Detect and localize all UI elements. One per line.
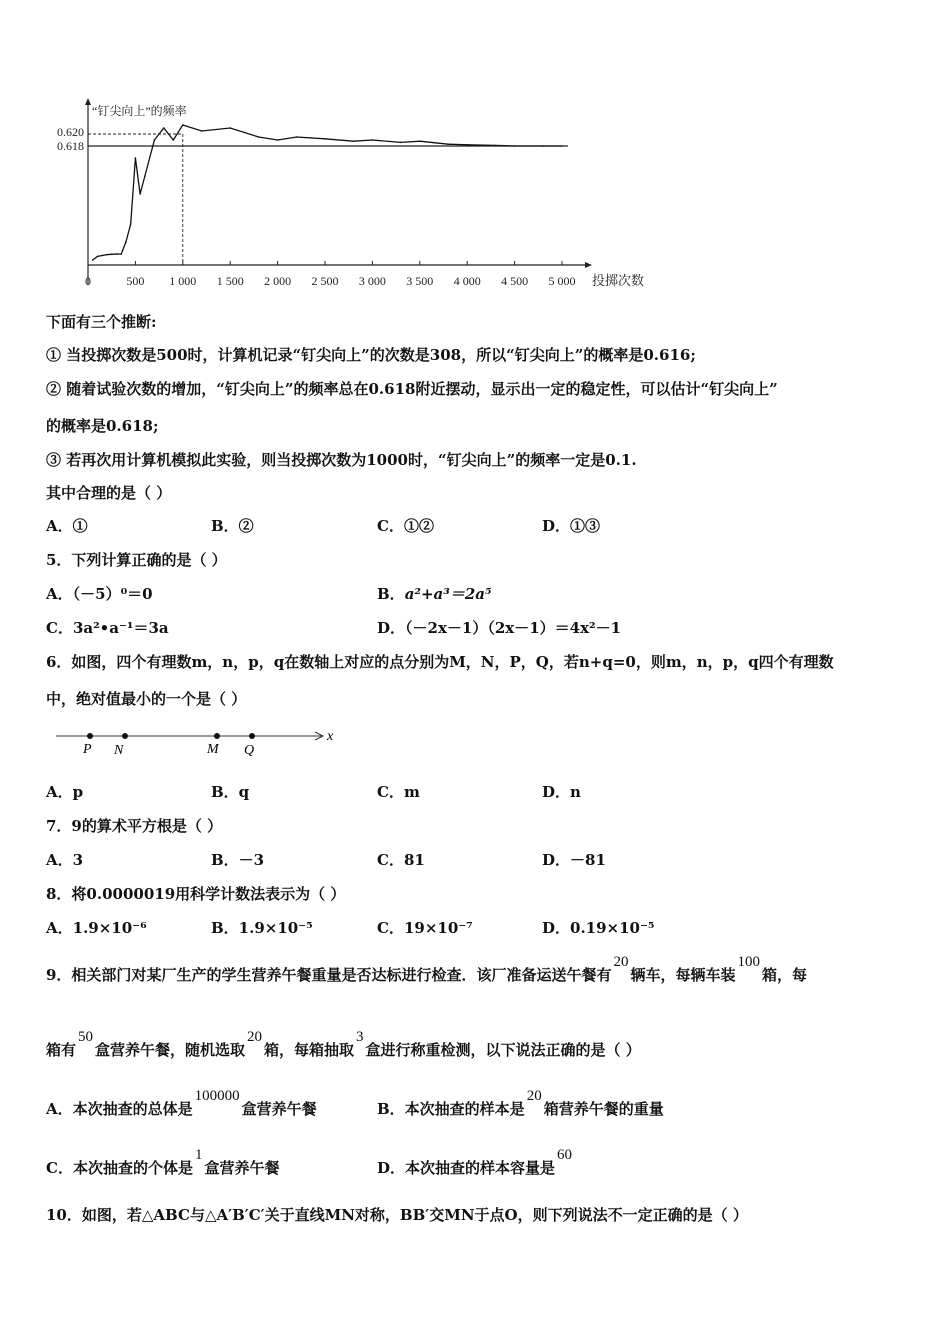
q5-option-d-expr: （－2x－1）（2x－1）＝4x²－1 <box>405 619 622 637</box>
q7-option-a[interactable]: A．3 <box>46 851 84 869</box>
frequency-point <box>296 136 298 138</box>
frequency-point <box>419 140 421 142</box>
x-tick-label: 3 500 <box>406 274 434 288</box>
q9-a-text-2: 盒营养午餐 <box>241 1100 317 1118</box>
q9-c-text-1: C．本次抽查的个体是 <box>46 1159 193 1177</box>
q4-ask: 其中合理的是（ ） <box>46 484 172 502</box>
q9-c-num: 1 <box>194 1147 203 1163</box>
q5-option-d-label: D． <box>377 619 406 637</box>
frequency-point <box>97 256 99 258</box>
q5-option-c-label: C． <box>46 619 73 637</box>
frequency-point <box>120 253 122 255</box>
point-q <box>249 733 255 739</box>
q9-text-3: 箱，每 <box>761 966 807 984</box>
label-m: M <box>207 742 219 757</box>
frequency-point <box>514 145 516 147</box>
q9-num-100: 100 <box>737 954 760 970</box>
frequency-series-line <box>93 125 562 260</box>
q9-num-20b: 20 <box>247 1029 263 1045</box>
q5-option-b[interactable] <box>377 584 492 604</box>
q9-option-c[interactable] <box>46 1147 280 1179</box>
q6-option-c[interactable]: C．m <box>377 783 420 801</box>
q5-option-b-expr: a²+a³＝2a⁵ <box>404 585 492 603</box>
y-axis-arrow <box>85 98 91 105</box>
q5-option-c-expr: 3a²•a⁻¹＝3a <box>72 619 169 637</box>
frequency-point <box>258 136 260 138</box>
x-tick-label: 500 <box>126 274 145 288</box>
frequency-point <box>101 255 103 257</box>
frequency-point <box>201 130 203 132</box>
x-tick-label: 4 000 <box>453 274 481 288</box>
x-tick-label: 2 000 <box>264 274 292 288</box>
q4-statement-3: ③ 若再次用计算机模拟此实验，则当投掷次数为1000时，“钉尖向上”的频率一定是0.1. <box>46 451 637 469</box>
label-q: Q <box>244 743 255 758</box>
frequency-point <box>154 139 156 141</box>
frequency-point <box>277 139 279 141</box>
frequency-point <box>229 127 231 129</box>
chart-ylabel: “钉尖向上”的频率 <box>92 104 187 118</box>
q5-stem: 5．下列计算正确的是（ ） <box>46 551 227 569</box>
frequency-point <box>447 143 449 145</box>
q6-option-d[interactable]: D．n <box>542 783 581 801</box>
point-p <box>87 733 93 739</box>
label-x: x <box>327 729 334 744</box>
q6-stem-line1: 6．如图，四个有理数m，n，p，q在数轴上对应的点分别为M，N，P，Q，若n+q=0，则m，n，p，q四个有理数 <box>46 653 834 671</box>
q6-option-a[interactable]: A．p <box>46 783 84 801</box>
q9-text-5: 盒营养午餐，随机选取 <box>95 1041 246 1059</box>
frequency-point <box>466 144 468 146</box>
q4-option-c[interactable]: C．①② <box>377 517 434 535</box>
frequency-point <box>561 145 563 147</box>
q9-stem-line2 <box>46 1029 641 1061</box>
frequency-point <box>400 142 402 144</box>
number-line <box>50 722 350 762</box>
x-tick-label: 1 000 <box>169 274 197 288</box>
q9-num-50: 50 <box>78 1029 94 1045</box>
frequency-point <box>139 193 141 195</box>
q9-option-d[interactable] <box>377 1147 574 1179</box>
frequency-point <box>144 175 146 177</box>
q9-a-num: 100000 <box>194 1088 240 1104</box>
q9-option-a[interactable] <box>46 1088 317 1120</box>
q9-option-b[interactable] <box>377 1088 664 1120</box>
q8-stem: 8．将0.0000019用科学计数法表示为（ ） <box>46 885 346 903</box>
frequency-point <box>125 241 127 243</box>
q4-option-b[interactable]: B．② <box>211 517 254 535</box>
q8-option-a[interactable]: A．1.9×10⁻⁶ <box>46 919 147 937</box>
q9-a-text-1: A．本次抽查的总体是 <box>46 1100 193 1118</box>
frequency-point <box>111 254 113 256</box>
q8-option-d[interactable]: D．0.19×10⁻⁵ <box>542 919 655 937</box>
x-tick-label: 4 500 <box>501 274 529 288</box>
q6-option-b[interactable]: B．q <box>211 783 250 801</box>
q4-statement-1: ① 当投掷次数是500时，计算机记录“钉尖向上”的次数是308，所以“钉尖向上”的概率是0.616; <box>46 346 696 364</box>
q7-stem: 7．9的算术平方根是（ ） <box>46 817 223 835</box>
q5-option-c[interactable] <box>46 618 169 638</box>
x-axis-arrow <box>585 262 592 268</box>
q9-text-7: 盒进行称重检测，以下说法正确的是（ ） <box>365 1041 641 1059</box>
q9-d-text-1: D．本次抽查的样本容量是 <box>377 1159 556 1177</box>
q7-option-d[interactable]: D．－81 <box>542 851 606 869</box>
q9-stem-line1 <box>46 954 807 986</box>
q9-text-2: 辆车，每辆车装 <box>630 966 736 984</box>
y-tick-label: 0.618 <box>57 139 84 153</box>
q4-statement-2a: ② 随着试验次数的增加，“钉尖向上”的频率总在0.618附近摆动，显示出一定的稳定性，可以估计“钉尖向上” <box>46 380 778 398</box>
q5-option-b-label: B． <box>377 585 405 603</box>
q9-c-text-2: 盒营养午餐 <box>204 1159 280 1177</box>
q6-stem-line2: 中，绝对值最小的一个是（ ） <box>46 690 247 708</box>
frequency-point <box>116 253 118 255</box>
x-tick-label: 3 000 <box>358 274 386 288</box>
point-m <box>214 733 220 739</box>
label-n: N <box>114 743 124 758</box>
frequency-point <box>353 140 355 142</box>
q8-option-c[interactable]: C．19×10⁻⁷ <box>377 919 473 937</box>
q9-text-4: 箱有 <box>46 1041 77 1059</box>
q5-option-d[interactable] <box>377 618 621 638</box>
frequency-point <box>106 254 108 256</box>
frequency-chart <box>40 95 670 295</box>
q9-b-text-1: B．本次抽查的样本是 <box>377 1100 525 1118</box>
label-p: P <box>83 742 92 757</box>
q4-intro: 下面有三个推断: <box>46 313 157 331</box>
x-tick-label: 5 000 <box>548 274 576 288</box>
frequency-point <box>372 139 374 141</box>
y-tick-label: 0.620 <box>57 125 84 139</box>
q5-option-a[interactable]: A．（－5）⁰＝0 <box>46 585 153 603</box>
frequency-point <box>542 145 544 147</box>
q7-option-b[interactable]: B．－3 <box>211 851 265 869</box>
chart-xlabel: 投掷次数 <box>592 273 645 288</box>
q4-option-a[interactable]: A．① <box>46 517 88 535</box>
x-tick-label: 2 500 <box>311 274 339 288</box>
x-tick-label: 0 <box>85 274 91 288</box>
frequency-point <box>130 223 132 225</box>
frequency-point <box>495 145 497 147</box>
q9-num-20: 20 <box>613 954 629 970</box>
q4-option-d[interactable]: D．①③ <box>542 517 601 535</box>
x-tick-label: 1 500 <box>216 274 244 288</box>
frequency-point <box>173 139 175 141</box>
q10-stem: 10．如图，若△ABC与△A′B′C′关于直线MN对称，BB′交MN于点O，则下列说法不一定正确的是（ ） <box>46 1206 748 1224</box>
frequency-point <box>135 157 137 159</box>
frequency-point <box>92 259 94 261</box>
frequency-point <box>163 127 165 129</box>
q9-text-1: 9．相关部门对某厂生产的学生营养午餐重量是否达标进行检查．该厂准备运送午餐有 <box>46 966 612 984</box>
q9-b-text-2: 箱营养午餐的重量 <box>543 1100 664 1118</box>
frequency-point <box>182 124 184 126</box>
q8-option-b[interactable]: B．1.9×10⁻⁵ <box>211 919 313 937</box>
point-n <box>122 733 128 739</box>
q7-option-c[interactable]: C．81 <box>377 851 425 869</box>
q9-num-3: 3 <box>356 1029 364 1045</box>
q9-d-num: 60 <box>557 1147 573 1163</box>
q4-statement-2b: 的概率是0.618; <box>46 417 159 435</box>
q9-text-6: 箱，每箱抽取 <box>264 1041 355 1059</box>
frequency-point <box>324 138 326 140</box>
q9-b-num: 20 <box>526 1088 542 1104</box>
